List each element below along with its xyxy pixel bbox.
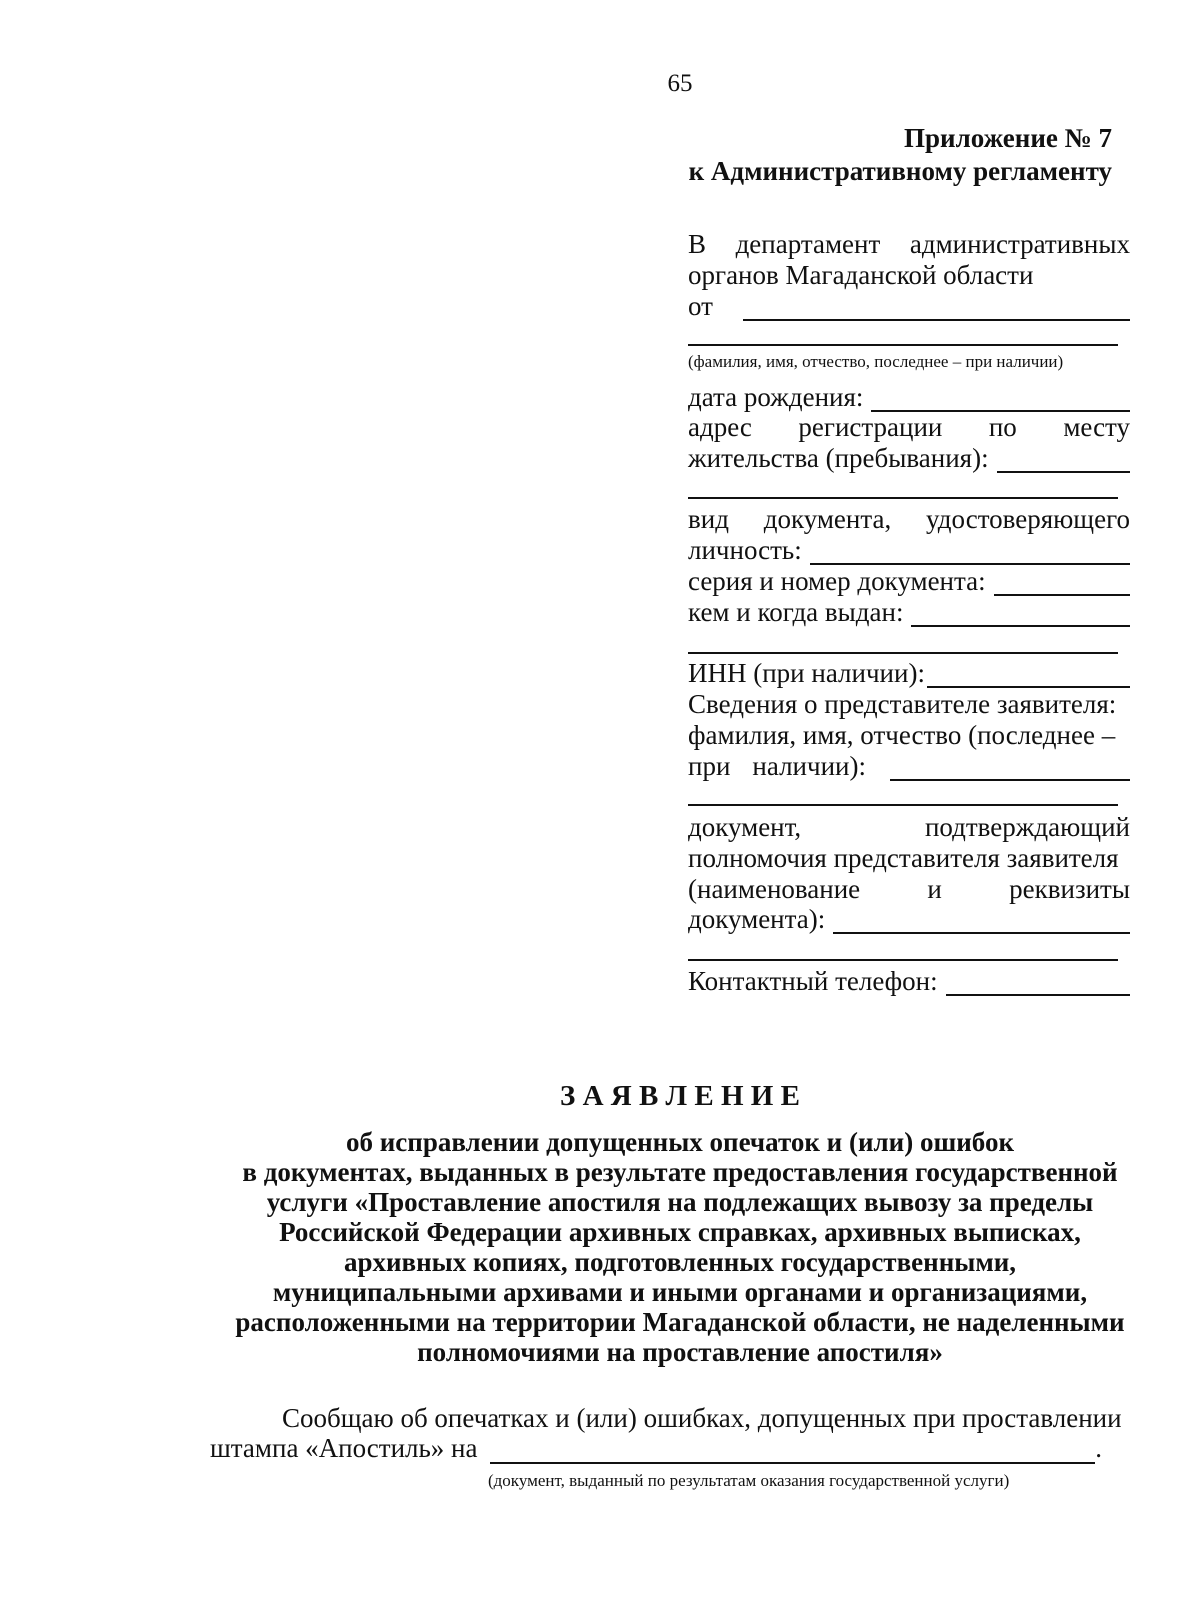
rep-doc-blank-line-2	[688, 959, 1118, 961]
word: реквизиты	[1009, 874, 1130, 904]
rep-fio-blank-line-2	[688, 804, 1118, 806]
statement-heading: З А Я В Л Е Н И Е	[560, 1080, 800, 1112]
rep-fio-line-1: фамилия, имя, отчество (последнее –	[688, 720, 1116, 750]
birth-date-label: дата рождения:	[688, 382, 864, 412]
issued-label: кем и когда выдан:	[688, 597, 904, 627]
document-caption: (документ, выданный по результатам оказания государственной услуги)	[488, 1471, 1010, 1490]
page-number: 65	[667, 70, 693, 97]
word: департамент	[735, 229, 881, 259]
word: месту	[1063, 412, 1130, 442]
fio-blank-line	[688, 344, 1118, 346]
statement-subtitle-line: расположенными на территории Магаданской области, не наделенными	[235, 1307, 1125, 1337]
appendix-title: Приложение № 7	[904, 123, 1112, 153]
from-blank-line	[743, 295, 1130, 321]
statement-body-line-2	[210, 1433, 1102, 1464]
phone-label: Контактный телефон:	[688, 966, 938, 996]
inn-field	[688, 658, 1130, 688]
from-label: от	[688, 291, 713, 321]
word: административных	[909, 229, 1130, 259]
statement-subtitle-line: Российской Федерации архивных справках, архивных выписках,	[279, 1217, 1081, 1247]
inn-label: ИНН (при наличии):	[688, 658, 925, 688]
word: вид	[688, 504, 729, 534]
addressee-line-1	[688, 229, 1130, 259]
id-doc-line-1	[688, 504, 1130, 534]
word: подтверждающий	[924, 812, 1130, 842]
id-doc-label: личность:	[688, 535, 802, 565]
word: В	[688, 229, 707, 259]
address-blank-line	[997, 447, 1130, 473]
id-doc-field	[688, 535, 1130, 565]
id-doc-blank-line	[810, 539, 1130, 565]
word: документ,	[688, 812, 802, 842]
address-field	[688, 443, 1130, 473]
word: наличии):	[752, 751, 866, 781]
statement-subtitle-line: муниципальными архивами и иными органами и организациями,	[272, 1277, 1088, 1307]
word: при	[688, 751, 731, 781]
issued-blank-line	[911, 601, 1130, 627]
statement-subtitle-line: услуги «Проставление апостиля на подлежащих вывозу за пределы	[266, 1187, 1094, 1217]
statement-subtitle-line: архивных копиях, подготовленных государственными,	[343, 1247, 1017, 1277]
statement-subtitle-line: полномочиями на проставление апостиля»	[417, 1337, 943, 1367]
address-blank-line-2	[688, 497, 1118, 499]
apostille-label: штампа «Апостиль» на	[210, 1433, 478, 1463]
address-line-1	[688, 412, 1130, 442]
rep-doc-field	[688, 904, 1130, 934]
word: регистрации	[798, 412, 943, 442]
sentence-end: .	[1095, 1433, 1102, 1463]
statement-subtitle-line: об исправлении допущенных опечаток и (или) ошибок	[345, 1127, 1015, 1157]
birth-date-blank-line	[871, 386, 1130, 412]
word: (наименование	[688, 874, 861, 904]
statement-body-line-1: Сообщаю об опечатках и (или) ошибках, допущенных при проставлении	[282, 1403, 1122, 1433]
word: по	[988, 412, 1017, 442]
rep-doc-line-2: полномочия представителя заявителя	[688, 843, 1119, 873]
from-field	[688, 291, 1130, 321]
fio-caption: (фамилия, имя, отчество, последнее – при наличии)	[688, 352, 1064, 371]
statement-subtitle-line: в документах, выданных в результате предоставления государственной	[242, 1157, 1118, 1187]
rep-doc-line-3	[688, 874, 1130, 904]
rep-fio-blank-line	[890, 755, 1130, 781]
rep-doc-line-1	[688, 812, 1130, 842]
word: адрес	[688, 412, 752, 442]
rep-doc-label: документа):	[688, 904, 826, 934]
series-field	[688, 566, 1130, 596]
rep-info-label: Сведения о представителе заявителя:	[688, 689, 1117, 719]
appendix-subtitle: к Административному регламенту	[688, 156, 1112, 186]
rep-fio-field	[688, 751, 1130, 781]
word: удостоверяющего	[926, 504, 1130, 534]
addressee-line-2: органов Магаданской области	[688, 260, 1034, 290]
inn-blank-line	[927, 662, 1130, 688]
phone-blank-line	[946, 970, 1130, 996]
word: и	[927, 874, 942, 904]
rep-doc-blank-line	[833, 908, 1130, 934]
word: документа,	[763, 504, 892, 534]
series-blank-line	[994, 570, 1130, 596]
issued-blank-line-2	[688, 652, 1118, 654]
document-blank-line	[490, 1438, 1096, 1464]
phone-field	[688, 966, 1130, 996]
birth-date-field	[688, 382, 1130, 412]
issued-field	[688, 597, 1130, 627]
series-label: серия и номер документа:	[688, 566, 986, 596]
address-label: жительства (пребывания):	[688, 443, 989, 473]
